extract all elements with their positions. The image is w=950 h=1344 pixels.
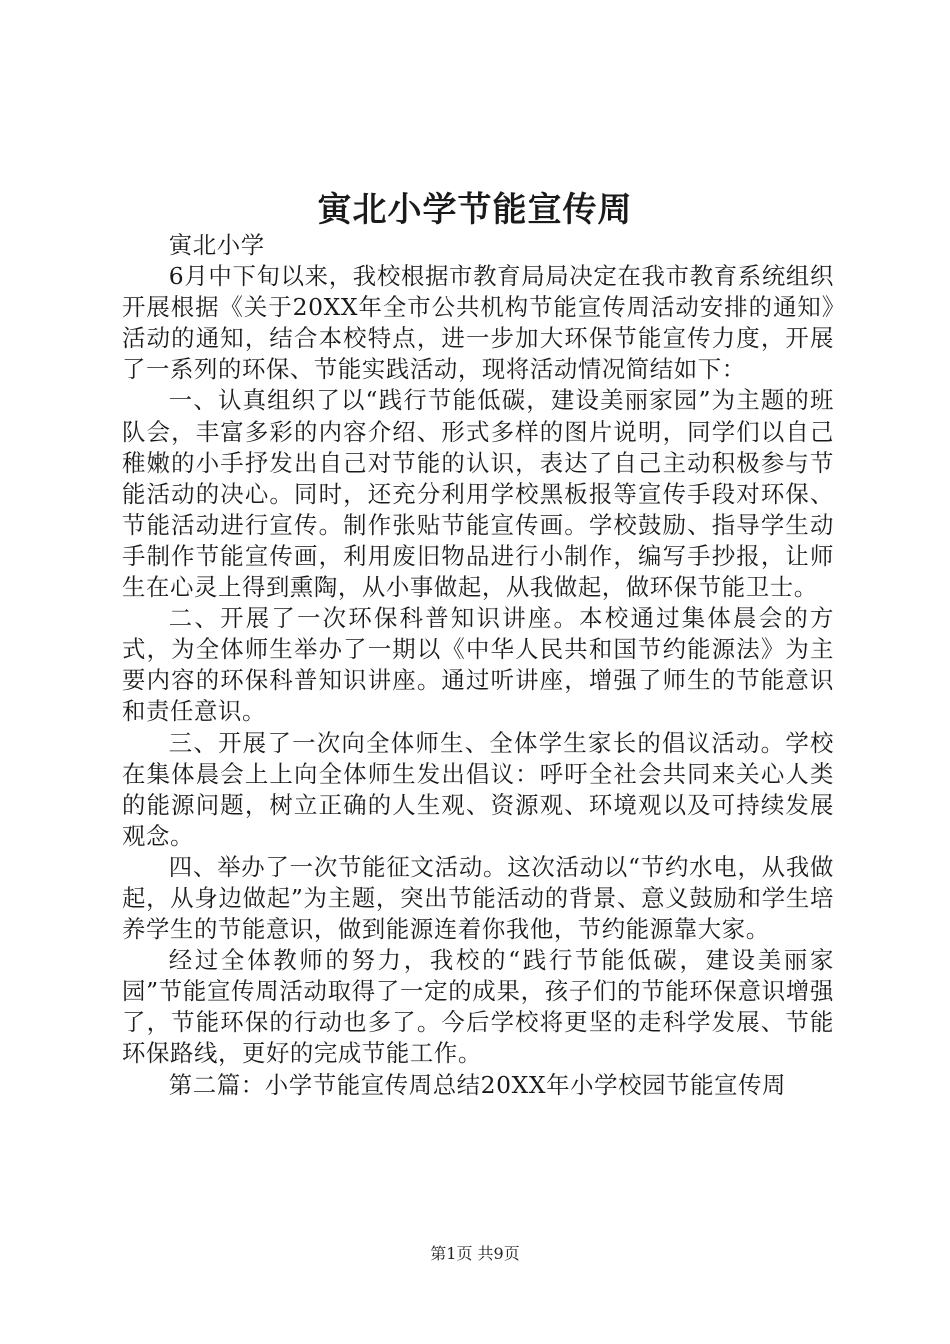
intro-paragraph: 6月中下旬以来，我校根据市教育局局决定在我市教育系统组织开展根据《关于20XX年全市公共机构节能宣传周活动安排的通知》活动的通知，结合本校特点，进一步加大环保节能宣传力度，开展了一系列的环保、节能实践活动，现将活动情况简结如下： (122, 262, 834, 384)
section-four-paragraph: 四、举办了一次节能征文活动。这次活动以“节约水电，从我做起，从身边做起”为主题，突出节能活动的背景、意义鼓励和学生培养学生的节能意识，做到能源连着你我他，节约能源靠大家。 (122, 852, 834, 944)
section-two-paragraph: 二、开展了一次环保科普知识讲座。本校通过集体晨会的方式，为全体师生举办了一期以《中华人民共和国节约能源法》为主要内容的环保科普知识讲座。通过听讲座，增强了师生的节能意识和责任意识。 (122, 604, 834, 726)
next-article-heading: 第二篇：小学节能宣传周总结20XX年小学校园节能宣传周 (168, 1070, 787, 1099)
section-one-paragraph: 一、认真组织了以“践行节能低碳，建设美丽家园”为主题的班队会，丰富多彩的内容介绍、形式多样的图片说明，同学们以自己稚嫩的小手抒发出自己对节能的认识，表达了自己主动积极参与节能活动的决心。同时，还充分利用学校黑板报等宣传手段对环保、节能活动进行宣传。制作张贴节能宣传画。学校鼓励、指导学生动手制作节能宣传画，利用废旧物品进行小制作，编写手抄报，让师生在心灵上得到熏陶，从小事做起，从我做起，做环保节能卫士。 (122, 386, 834, 602)
conclusion-paragraph: 经过全体教师的努力，我校的“践行节能低碳，建设美丽家园”节能宣传周活动取得了一定的成果，孩子们的节能环保意识增强了，节能环保的行动也多了。今后学校将更坚的走科学发展、节能环保路线，更好的完成节能工作。 (122, 946, 834, 1068)
section-three-paragraph: 三、开展了一次向全体师生、全体学生家长的倡议活动。学校在集体晨会上上向全体师生发出倡议：呼吁全社会共同来关心人类的能源问题，树立正确的人生观、资源观、环境观以及可持续发展观念。 (122, 728, 834, 850)
author-line: 寅北小学 (168, 231, 265, 259)
page-number-footer: 第1页 共9页 (430, 1244, 520, 1263)
document-title: 寅北小学节能宣传周 (317, 190, 633, 230)
document-body (122, 230, 834, 1101)
